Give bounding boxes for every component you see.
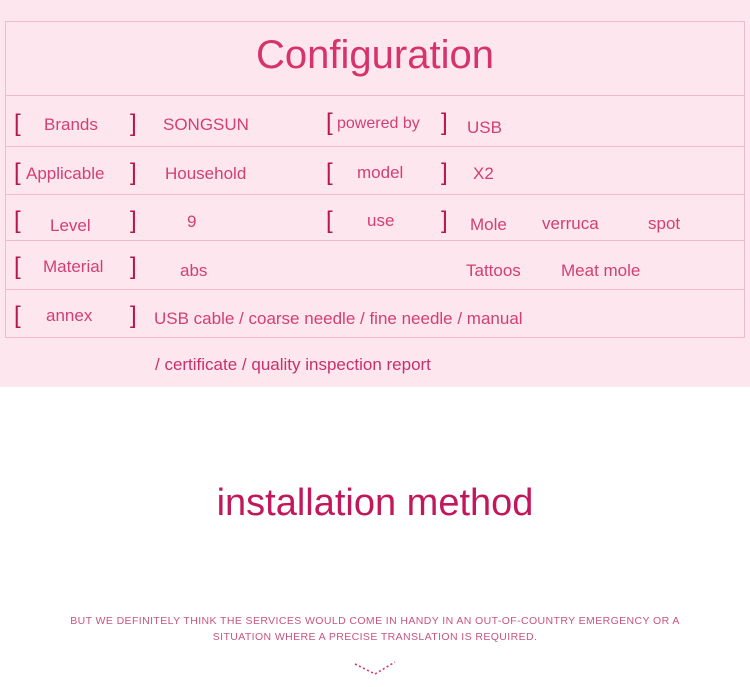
table-divider	[6, 95, 744, 96]
row-value: Household	[165, 164, 247, 183]
row-value-word: verruca	[542, 214, 599, 233]
row-label: model	[357, 163, 404, 182]
row-value: abs	[180, 261, 208, 280]
table-divider	[6, 194, 744, 195]
bracket-open: [	[326, 159, 333, 186]
bracket-close: ]	[441, 207, 448, 234]
row-value: SONGSUN	[163, 115, 249, 134]
table-divider	[6, 146, 744, 147]
configuration-title: Configuration	[256, 33, 494, 77]
bracket-close: ]	[130, 207, 137, 234]
row-label: use	[367, 211, 395, 230]
row-label: Applicable	[26, 164, 105, 183]
bracket-open: [	[14, 207, 21, 234]
row-value: USB	[467, 118, 502, 137]
installation-title: installation method	[216, 482, 534, 524]
table-divider	[6, 289, 744, 290]
row-value: X2	[473, 164, 494, 183]
caption-line: SITUATION WHERE A PRECISE TRANSLATION IS REQUIRED.	[212, 631, 538, 643]
row-label: Level	[50, 216, 91, 235]
bracket-open: [	[14, 302, 21, 329]
table-divider	[6, 240, 744, 241]
row-label: powered by	[337, 115, 420, 132]
row-value-word: Meat mole	[561, 261, 641, 280]
bracket-open: [	[326, 109, 333, 136]
row-value: 9	[187, 212, 197, 231]
bracket-close: ]	[130, 110, 137, 137]
row-label: annex	[46, 306, 93, 325]
row-label: Brands	[44, 115, 98, 134]
row-value-word: spot	[648, 214, 681, 233]
bracket-open: [	[326, 207, 333, 234]
bracket-open: [	[14, 159, 21, 186]
bracket-open: [	[14, 110, 21, 137]
bracket-close: ]	[130, 159, 137, 186]
caption-line: BUT WE DEFINITELY THINK THE SERVICES WOULD COME IN HANDY IN AN OUT-OF-COUNTRY EMERGENCY OR A	[70, 615, 680, 627]
bracket-close: ]	[441, 159, 448, 186]
row-value: USB cable / coarse needle / fine needle / manual	[154, 309, 523, 328]
bracket-close: ]	[441, 109, 448, 136]
bracket-open: [	[14, 253, 21, 280]
annex-continuation: / certificate / quality inspection report	[155, 355, 431, 374]
row-value-word: Mole	[470, 215, 507, 234]
row-value-word: Tattoos	[466, 261, 521, 280]
bracket-close: ]	[130, 253, 137, 280]
bracket-close: ]	[130, 302, 137, 329]
row-label: Material	[43, 257, 104, 276]
chevron-down-icon	[352, 658, 398, 678]
